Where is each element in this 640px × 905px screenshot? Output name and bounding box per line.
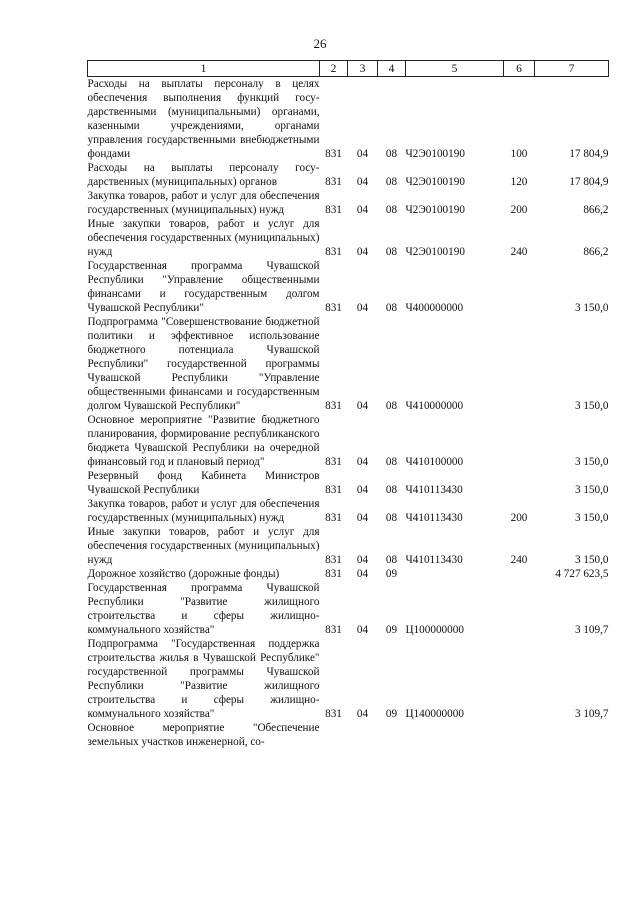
cell-gr: 831 (325, 484, 342, 496)
table-row (88, 189, 609, 217)
column-header: 7 (535, 61, 609, 77)
cell-rz: 04 (356, 302, 369, 314)
cell-vr (504, 637, 535, 721)
table-row (88, 497, 609, 525)
cell-csr: Ч410100000 (405, 456, 464, 468)
row-name: Основное мероприятие "Обеспечение земельных участков инженерной, со- (87, 722, 320, 748)
cell-sum: 17 804,9 (569, 176, 609, 188)
table-row (88, 721, 609, 749)
cell-pr (378, 721, 406, 749)
column-header: 4 (378, 61, 406, 77)
cell-csr: Ч2Э0100190 (405, 148, 465, 160)
cell-rz: 04 (356, 512, 369, 524)
row-name: Государственная программа Чувашской Республики "Управление общественными финансами и государственным долгом Чувашской Республики" (87, 260, 320, 314)
cell-csr: Ч410000000 (405, 400, 464, 412)
cell-csr: Ц140000000 (405, 708, 464, 720)
cell-gr: 831 (325, 624, 342, 636)
cell-pr: 09 (385, 708, 398, 720)
cell-rz: 04 (356, 708, 369, 720)
table-row (88, 217, 609, 259)
cell-sum: 866,2 (583, 246, 609, 258)
column-header: 3 (348, 61, 378, 77)
cell-csr: Ч400000000 (405, 302, 464, 314)
row-name: Закупка товаров, работ и услуг для обеспечения государственных (муниципальных) нужд (87, 190, 320, 216)
table-row (88, 469, 609, 497)
cell-csr: Ч2Э0100190 (405, 176, 465, 188)
cell-gr: 831 (325, 512, 342, 524)
cell-csr: Ч410113430 (405, 554, 463, 566)
cell-vr: 100 (510, 148, 528, 160)
cell-vr (504, 259, 535, 315)
row-name: Подпрограмма "Совершенствование бюджетной политики и эффективное использование бюджетного потенциала Чувашской Республики" государственной программы Чувашской Республики "Управление общественными финансами и государственным долгом Чувашской Республики" (87, 316, 320, 412)
table-row (88, 77, 609, 162)
cell-gr: 831 (325, 176, 342, 188)
cell-csr (406, 567, 504, 581)
row-name: Резервный фонд Кабинета Министров Чувашской Республики (87, 470, 320, 496)
row-name: Закупка товаров, работ и услуг для обеспечения государственных (муниципальных) нужд (87, 498, 320, 524)
cell-pr: 08 (385, 204, 398, 216)
cell-sum: 3 109,7 (574, 708, 609, 720)
cell-vr: 200 (510, 512, 528, 524)
row-name: Дорожное хозяйство (дорожные фонды) (87, 568, 280, 580)
cell-csr: Ч2Э0100190 (405, 246, 465, 258)
cell-pr: 08 (385, 302, 398, 314)
cell-rz: 04 (356, 246, 369, 258)
cell-csr (406, 721, 504, 749)
cell-vr (504, 721, 535, 749)
cell-vr (504, 413, 535, 469)
cell-gr: 831 (325, 568, 342, 580)
cell-gr: 831 (325, 204, 342, 216)
row-name: Расходы на выплаты персоналу в целях обеспечения выполнения функций госу-дарственными (муниципальными) органами, казенными учреждениями, органами управления государственными внебюджетными фондами (87, 78, 320, 160)
cell-rz: 04 (356, 400, 369, 412)
cell-pr: 08 (385, 176, 398, 188)
cell-csr: Ч410113430 (405, 512, 463, 524)
cell-sum: 3 150,0 (574, 484, 609, 496)
cell-vr: 240 (510, 246, 528, 258)
cell-rz: 04 (356, 568, 369, 580)
table-row (88, 161, 609, 189)
cell-vr: 240 (510, 554, 528, 566)
cell-pr: 09 (385, 624, 398, 636)
table-row (88, 413, 609, 469)
cell-vr (504, 581, 535, 637)
cell-sum (535, 721, 609, 749)
table-row (88, 637, 609, 721)
cell-rz: 04 (356, 624, 369, 636)
table-row (88, 581, 609, 637)
cell-sum: 3 150,0 (574, 456, 609, 468)
cell-pr: 08 (385, 456, 398, 468)
cell-gr: 831 (325, 456, 342, 468)
cell-gr: 831 (325, 246, 342, 258)
cell-vr (504, 469, 535, 497)
cell-vr: 200 (510, 204, 528, 216)
table-row (88, 525, 609, 567)
cell-pr: 08 (385, 246, 398, 258)
cell-pr: 08 (385, 484, 398, 496)
column-header: 2 (320, 61, 348, 77)
row-name: Расходы на выплаты персоналу госу-дарственных (муниципальных) органов (87, 162, 320, 188)
cell-sum: 17 804,9 (569, 148, 609, 160)
cell-sum: 3 150,0 (574, 302, 609, 314)
cell-pr: 08 (385, 400, 398, 412)
row-name: Иные закупки товаров, работ и услуг для обеспечения государственных (муниципальных) нужд (87, 218, 320, 258)
cell-rz: 04 (356, 554, 369, 566)
column-header: 6 (504, 61, 535, 77)
row-name: Государственная программа Чувашской Республики "Развитие жилищного строительства и сферы жилищно-коммунального хозяйства" (87, 582, 320, 636)
cell-rz: 04 (356, 204, 369, 216)
cell-rz: 04 (356, 176, 369, 188)
cell-vr (504, 315, 535, 413)
cell-gr (320, 721, 348, 749)
cell-sum: 3 150,0 (574, 400, 609, 412)
cell-pr: 08 (385, 148, 398, 160)
table-row (88, 315, 609, 413)
table-row (88, 567, 609, 581)
cell-vr (504, 567, 535, 581)
cell-gr: 831 (325, 708, 342, 720)
cell-rz: 04 (356, 456, 369, 468)
cell-csr: Ц100000000 (405, 624, 464, 636)
cell-gr: 831 (325, 302, 342, 314)
cell-rz: 04 (356, 484, 369, 496)
budget-table (87, 60, 609, 749)
column-header: 1 (88, 61, 320, 77)
row-name: Иные закупки товаров, работ и услуг для обеспечения государственных (муниципальных) нужд (87, 526, 320, 566)
cell-sum: 3 109,7 (574, 624, 609, 636)
cell-csr: Ч2Э0100190 (405, 204, 465, 216)
cell-sum: 4 727 623,5 (555, 568, 609, 580)
header-row (88, 61, 609, 77)
row-name: Основное мероприятие "Развитие бюджетного планирования, формирование республиканского бюджета Чувашской Республики на очередной финансовый год и плановый период" (87, 414, 320, 468)
cell-gr: 831 (325, 148, 342, 160)
cell-sum: 3 150,0 (574, 512, 609, 524)
cell-csr: Ч410113430 (405, 484, 463, 496)
cell-gr: 831 (325, 400, 342, 412)
cell-rz: 04 (356, 148, 369, 160)
cell-pr: 09 (385, 568, 398, 580)
cell-vr: 120 (510, 176, 528, 188)
cell-rz (348, 721, 378, 749)
column-header: 5 (406, 61, 504, 77)
page-number: 26 (313, 36, 327, 51)
table-row (88, 259, 609, 315)
cell-sum: 866,2 (583, 204, 609, 216)
cell-gr: 831 (325, 554, 342, 566)
cell-sum: 3 150,0 (574, 554, 609, 566)
row-name: Подпрограмма "Государственная поддержка строительства жилья в Чувашской Республике" государственной программы Чувашской Республики "Развитие жилищного строительства и сферы жилищно-коммунального хозяйства" (87, 638, 320, 720)
cell-pr: 08 (385, 554, 398, 566)
cell-pr: 08 (385, 512, 398, 524)
